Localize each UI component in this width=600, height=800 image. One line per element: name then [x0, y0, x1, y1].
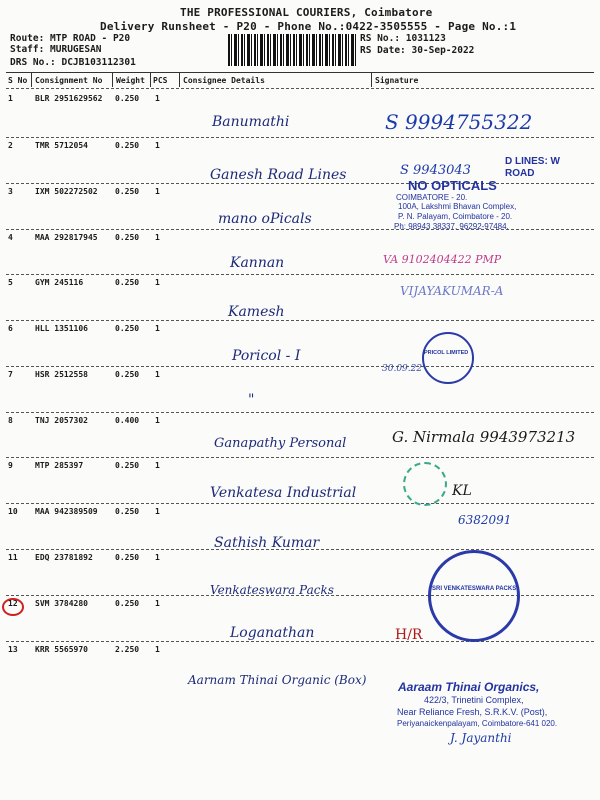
row-divider — [6, 412, 594, 413]
serial-number: 12 — [8, 599, 18, 608]
venkateswara-seal — [428, 550, 520, 642]
pieces: 1 — [155, 645, 160, 654]
consignee-handwriting: Ganesh Road Lines — [210, 167, 347, 183]
row-divider — [6, 320, 594, 321]
row-divider — [6, 549, 594, 550]
weight: 0.250 — [115, 553, 140, 562]
weight: 2.250 — [115, 645, 140, 654]
column-header: Consignee Details — [183, 76, 265, 85]
consignment-number: KRR 5565970 — [35, 645, 88, 654]
signature: 6382091 — [458, 513, 512, 527]
weight: 0.250 — [115, 94, 140, 103]
signature: 30.09.22 — [382, 364, 423, 374]
consignment-number: BLR 2951629562 — [35, 94, 103, 103]
consignee-handwriting: Banumathi — [212, 114, 290, 130]
consignee-handwriting: Venkateswara Packs — [210, 583, 334, 597]
serial-number: 2 — [8, 141, 13, 150]
venkateswara-seal-text: SRI VENKATESWARA PACKS — [432, 586, 517, 592]
optical-stamp-name: NO OPTICALS — [408, 178, 497, 193]
pieces: 1 — [155, 94, 160, 103]
drs-number: DRS No.: DCJB103112301 — [10, 57, 136, 68]
column-header: S No — [8, 76, 28, 85]
table-row — [0, 92, 600, 138]
pieces: 1 — [155, 416, 160, 425]
row-divider — [6, 137, 594, 138]
row-divider — [6, 274, 594, 275]
row-divider — [6, 183, 594, 184]
table-header-border — [6, 88, 594, 89]
rs-number: RS No.: 1031123 — [360, 33, 446, 44]
optical-stamp-phone: Ph: 98943 38337, 96292-97484. — [394, 222, 509, 231]
column-divider — [371, 73, 372, 87]
serial-number: 4 — [8, 233, 13, 242]
table-row — [0, 231, 600, 277]
weight: 0.250 — [115, 141, 140, 150]
table-top-border — [6, 72, 594, 73]
consignment-number: MAA 292817945 — [35, 233, 98, 242]
staff-label: Staff: MURUGESAN — [10, 44, 102, 55]
column-header: PCS — [153, 76, 168, 85]
rs-date: RS Date: 30-Sep-2022 — [360, 45, 475, 56]
weight: 0.250 — [115, 507, 140, 516]
serial-number: 5 — [8, 278, 13, 287]
pieces: 1 — [155, 187, 160, 196]
row-divider — [6, 457, 594, 458]
consignment-number: HLL 1351106 — [35, 324, 88, 333]
consignee-handwriting: " — [248, 392, 255, 408]
consignment-number: IXM 502272502 — [35, 187, 98, 196]
consignee-handwriting: Loganathan — [230, 625, 315, 641]
pricol-seal-text: PRICOL LIMITED — [424, 350, 469, 356]
weight: 0.250 — [115, 278, 140, 287]
consignment-number: EDQ 23781892 — [35, 553, 93, 562]
pieces: 1 — [155, 324, 160, 333]
row-divider — [6, 503, 594, 504]
serial-number: 3 — [8, 187, 13, 196]
pieces: 1 — [155, 141, 160, 150]
signature: G. Nirmala 9943973213 — [392, 428, 576, 446]
pieces: 1 — [155, 233, 160, 242]
barcode — [228, 34, 356, 66]
consignment-number: TMR 5712054 — [35, 141, 88, 150]
serial-number: 13 — [8, 645, 18, 654]
column-divider — [150, 73, 151, 87]
table-row — [0, 322, 600, 374]
consignee-handwriting: Poricol - I — [232, 348, 301, 364]
consignment-number: MAA 942389509 — [35, 507, 98, 516]
signature: S 9994755322 — [385, 110, 533, 134]
serial-number: 8 — [8, 416, 13, 425]
consignment-number: MTP 285397 — [35, 461, 84, 470]
row-divider — [6, 641, 594, 642]
serial-number: 7 — [8, 370, 13, 379]
green-seal — [403, 462, 447, 506]
consignee-handwriting: Venkatesa Industrial — [210, 485, 357, 501]
consignee-handwriting: Sathish Kumar — [214, 535, 320, 551]
serial-number: 11 — [8, 553, 18, 562]
signature: VIJAYAKUMAR-A — [400, 284, 504, 298]
serial-number: 9 — [8, 461, 13, 470]
route-label: Route: MTP ROAD - P20 — [10, 33, 131, 44]
consignment-number: HSR 2512558 — [35, 370, 88, 379]
pieces: 1 — [155, 599, 160, 608]
signature: VA 9102404422 PMP — [383, 253, 502, 266]
column-divider — [31, 73, 32, 87]
weight: 0.250 — [115, 233, 140, 242]
table-row — [0, 505, 600, 551]
column-header: Weight — [116, 76, 145, 85]
runsheet-title: Delivery Runsheet - P20 - Phone No.:0422-3505555 - Page No.:1 — [100, 20, 517, 33]
column-divider — [179, 73, 180, 87]
serial-number: 10 — [8, 507, 18, 516]
column-header: Signature — [375, 76, 419, 85]
pieces: 1 — [155, 461, 160, 470]
signature: H/R — [395, 627, 423, 643]
table-row — [0, 276, 600, 322]
consignment-number: SVM 3784280 — [35, 599, 88, 608]
company-title: THE PROFESSIONAL COURIERS, Coimbatore — [180, 6, 433, 19]
weight: 0.400 — [115, 416, 140, 425]
weight: 0.250 — [115, 461, 140, 470]
weight: 0.250 — [115, 370, 140, 379]
optical-stamp-address: P. N. Palayam, Coimbatore - 20. — [398, 212, 513, 221]
table-row — [0, 368, 600, 414]
consignee-handwriting: Aarnam Thinai Organic (Box) — [188, 673, 367, 687]
aaram-stamp-address: Near Reliance Fresh, S.R.K.V. (Post), — [397, 707, 548, 717]
serial-number: 1 — [8, 94, 13, 103]
column-header: Consignment No — [35, 76, 103, 85]
table-row — [0, 459, 600, 505]
weight: 0.250 — [115, 599, 140, 608]
pieces: 1 — [155, 370, 160, 379]
consignee-handwriting: Ganapathy Personal — [214, 436, 347, 451]
row-divider — [6, 366, 594, 367]
optical-stamp-address: 100A, Lakshmi Bhavan Complex, — [398, 202, 517, 211]
consignment-number: TNJ 2057302 — [35, 416, 88, 425]
optical-stamp-city: COIMBATORE - 20. — [396, 193, 468, 202]
column-divider — [112, 73, 113, 87]
pieces: 1 — [155, 553, 160, 562]
pieces: 1 — [155, 278, 160, 287]
serial-number: 6 — [8, 324, 13, 333]
aaram-stamp-name: Aaraam Thinai Organics, — [398, 680, 540, 694]
weight: 0.250 — [115, 187, 140, 196]
pricol-seal — [422, 332, 474, 384]
consignee-handwriting: Kannan — [230, 255, 285, 271]
aaram-stamp-address: 422/3, Trinetini Complex, — [424, 695, 524, 705]
consignee-handwriting: mano oPicals — [218, 211, 312, 227]
signature: J. Jayanthi — [450, 731, 512, 745]
signature: KL — [452, 483, 472, 499]
consignee-handwriting: Kamesh — [228, 304, 285, 320]
road-lines-stamp: D LINES: W ROAD — [505, 156, 560, 179]
consignment-number: GYM 245116 — [35, 278, 84, 287]
table-row — [0, 414, 600, 460]
weight: 0.250 — [115, 324, 140, 333]
signature: S 9943043 — [400, 163, 471, 178]
pieces: 1 — [155, 507, 160, 516]
aaram-stamp-address: Periyanaickenpalayam, Coimbatore-641 020. — [397, 719, 558, 728]
